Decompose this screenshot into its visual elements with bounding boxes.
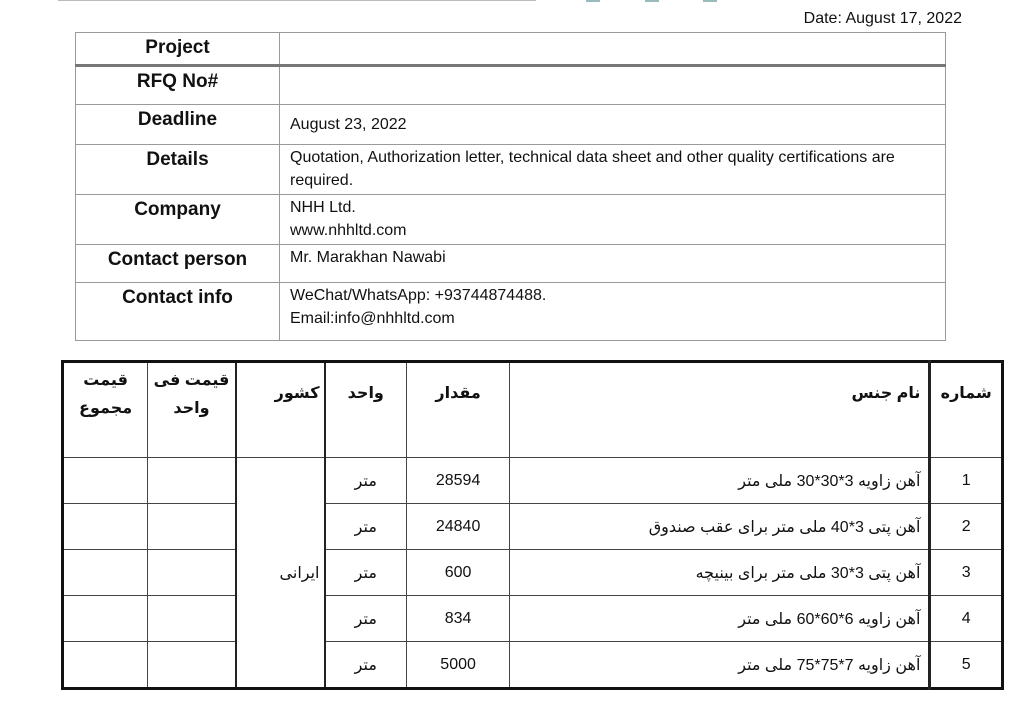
rfq-label: RFQ No# (76, 66, 280, 105)
row-qty: 28594 (407, 458, 510, 504)
contact-info-label: Contact info (76, 283, 280, 341)
info-row-company (76, 195, 946, 245)
row-unit-price (148, 550, 236, 596)
row-total-price (63, 596, 148, 642)
header-num: شماره (930, 362, 1003, 458)
row-qty: 24840 (407, 504, 510, 550)
row-name: آهن پتی 3*40 ملی متر برای عقب صندوق (510, 504, 930, 550)
row-unit: متر (325, 642, 407, 689)
table-row (63, 550, 1003, 596)
row-total-price (63, 642, 148, 689)
row-unit-price (148, 642, 236, 689)
contact-phone: WeChat/WhatsApp: +93744874488. (290, 287, 547, 304)
info-row-contact-person (76, 245, 946, 283)
info-row-deadline (76, 105, 946, 145)
company-name: NHH Ltd. (290, 199, 356, 216)
row-num: 1 (930, 458, 1003, 504)
project-value (280, 33, 946, 66)
row-qty: 600 (407, 550, 510, 596)
top-tick (586, 0, 600, 2)
row-unit-price (148, 458, 236, 504)
company-value (280, 195, 946, 245)
country-cell: ایرانی (236, 458, 325, 689)
header-qty: مقدار (407, 362, 510, 458)
row-unit: متر (325, 504, 407, 550)
row-total-price (63, 458, 148, 504)
row-unit: متر (325, 458, 407, 504)
top-rule (58, 0, 536, 1)
info-row-details (76, 145, 946, 195)
top-tick (645, 0, 659, 2)
row-unit: متر (325, 550, 407, 596)
row-num: 4 (930, 596, 1003, 642)
deadline-label: Deadline (76, 105, 280, 145)
items-header-row (63, 362, 1003, 458)
header-unit: واحد (325, 362, 407, 458)
document-date: Date: August 17, 2022 (803, 10, 962, 27)
row-total-price (63, 550, 148, 596)
row-num: 2 (930, 504, 1003, 550)
info-row-contact-info (76, 283, 946, 341)
info-row-project (76, 33, 946, 66)
row-num: 3 (930, 550, 1003, 596)
row-name: آهن پتی 3*30 ملی متر برای بینیچه (510, 550, 930, 596)
row-qty: 5000 (407, 642, 510, 689)
header-name: نام جنس (510, 362, 930, 458)
rfq-info-table (75, 32, 946, 341)
top-tick (703, 0, 717, 2)
info-row-rfq (76, 66, 946, 105)
rfq-value (280, 66, 946, 105)
table-row (63, 596, 1003, 642)
table-row (63, 504, 1003, 550)
contact-person-value: Mr. Marakhan Nawabi (280, 245, 946, 283)
row-name: آهن زاویه 3*30*30 ملی متر (510, 458, 930, 504)
company-label: Company (76, 195, 280, 245)
row-qty: 834 (407, 596, 510, 642)
row-unit-price (148, 504, 236, 550)
details-label: Details (76, 145, 280, 195)
header-country: کشور (236, 362, 325, 458)
items-table (61, 360, 1004, 690)
table-row (63, 642, 1003, 689)
row-name: آهن زاویه 7*75*75 ملی متر (510, 642, 930, 689)
project-label: Project (76, 33, 280, 66)
header-total-price: قیمت مجموع (63, 362, 148, 458)
contact-email: Email:info@nhhltd.com (290, 310, 455, 327)
row-total-price (63, 504, 148, 550)
header-unit-price: قیمت فی واحد (148, 362, 236, 458)
row-unit-price (148, 596, 236, 642)
details-value: Quotation, Authorization letter, technical data sheet and other quality certifications are required. (280, 145, 946, 195)
contact-info-value (280, 283, 946, 341)
company-website: www.nhhltd.com (290, 222, 407, 239)
row-unit: متر (325, 596, 407, 642)
deadline-value: August 23, 2022 (280, 105, 946, 145)
contact-person-label: Contact person (76, 245, 280, 283)
table-row (63, 458, 1003, 504)
row-num: 5 (930, 642, 1003, 689)
row-name: آهن زاویه 6*60*60 ملی متر (510, 596, 930, 642)
